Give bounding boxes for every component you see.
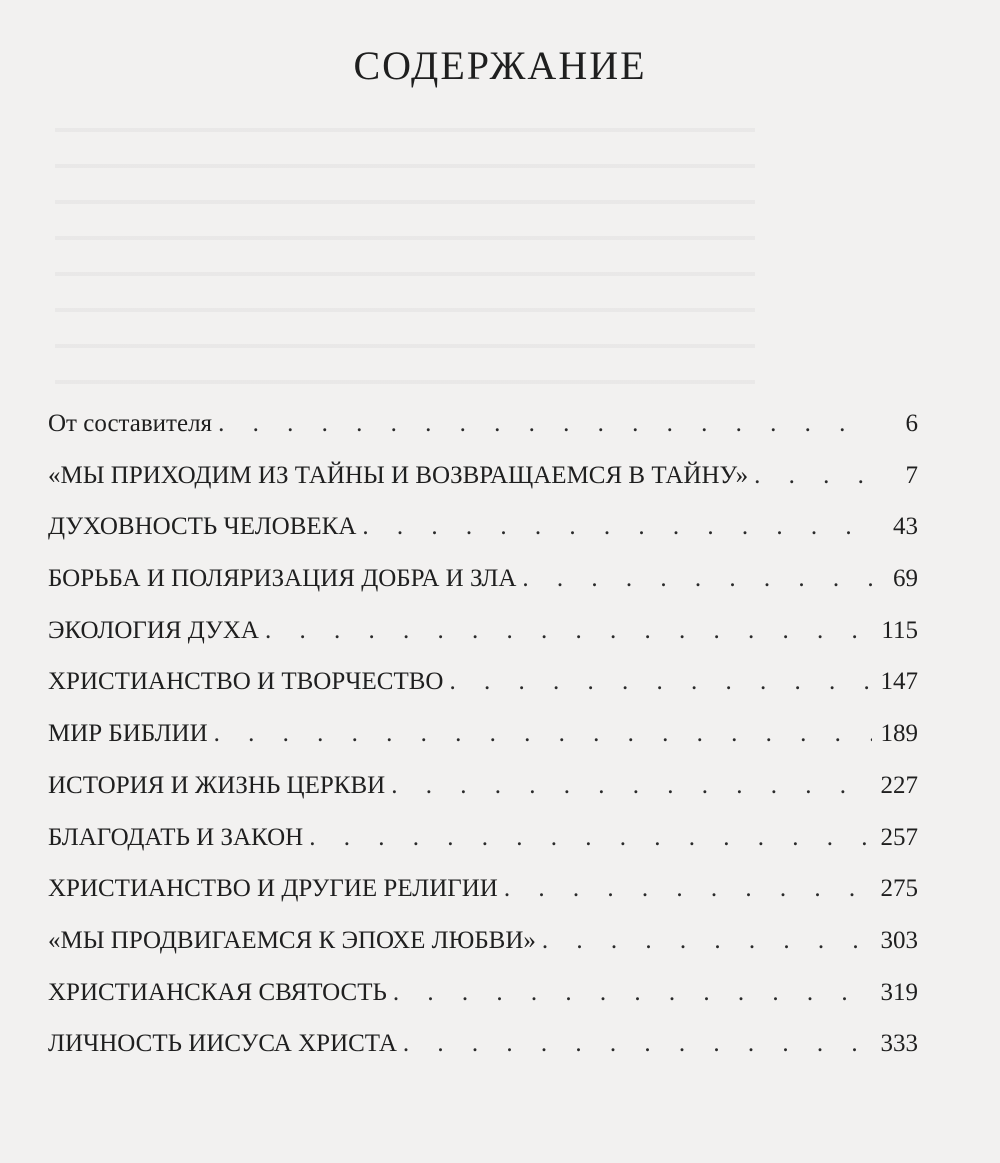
toc-entry-page: 257: [880, 823, 918, 851]
bleed-through-texture: [55, 100, 755, 400]
toc-entry: [48, 617, 918, 669]
toc-leader-dots: [214, 720, 872, 748]
toc-entry-title: БЛАГОДАТЬ И ЗАКОН: [48, 823, 304, 851]
toc-entry: [48, 1030, 918, 1082]
toc-entry: [48, 875, 918, 927]
toc-entry-title: БОРЬБА И ПОЛЯРИЗАЦИЯ ДОБРА И ЗЛА: [48, 565, 517, 593]
toc-entry-title: ЛИЧНОСТЬ ИИСУСА ХРИСТА: [48, 1030, 397, 1058]
toc-leader-dots: [449, 668, 872, 696]
toc-leader-dots: [542, 927, 872, 955]
toc-entry-title: МИР БИБЛИИ: [48, 720, 208, 748]
toc-entry: [48, 720, 918, 772]
toc-entry-page: 69: [893, 565, 918, 593]
toc-entry-page: 189: [880, 720, 918, 748]
toc-entry-title: ХРИСТИАНСТВО И ТВОРЧЕСТВО: [48, 668, 444, 696]
toc-entry: [48, 927, 918, 979]
toc-entry-title: «МЫ ПРИХОДИМ ИЗ ТАЙНЫ И ВОЗВРАЩАЕМСЯ В ТАЙНУ»: [48, 461, 749, 489]
toc-entry: [48, 410, 918, 462]
toc-leader-dots: [504, 875, 872, 903]
toc-entry: [48, 668, 918, 720]
toc-entry: [48, 979, 918, 1031]
toc-entry-title: ДУХОВНОСТЬ ЧЕЛОВЕКА: [48, 513, 357, 541]
toc-entry-page: 147: [880, 668, 918, 696]
toc-entry-title: ИСТОРИЯ И ЖИЗНЬ ЦЕРКВИ: [48, 771, 386, 799]
toc-entry-page: 6: [905, 410, 918, 437]
toc-entry-title: «МЫ ПРОДВИГАЕМСЯ К ЭПОХЕ ЛЮБВИ»: [48, 926, 536, 954]
toc-entry-page: 319: [880, 978, 918, 1006]
table-of-contents: [48, 410, 918, 1082]
toc-entry-title: От составителя: [48, 410, 213, 437]
toc-entry-page: 227: [880, 771, 918, 799]
toc-entry: [48, 513, 918, 565]
toc-leader-dots: [522, 565, 872, 593]
toc-entry-page: 275: [880, 875, 918, 903]
toc-leader-dots: [403, 1030, 872, 1058]
toc-entry-page: 115: [881, 616, 918, 644]
toc-leader-dots: [309, 824, 872, 852]
toc-leader-dots: [362, 513, 872, 541]
toc-entry-title: ХРИСТИАНСТВО И ДРУГИЕ РЕЛИГИИ: [48, 875, 498, 903]
toc-entry: [48, 772, 918, 824]
toc-entry-page: 43: [893, 513, 918, 541]
toc-leader-dots: [391, 772, 872, 800]
toc-leader-dots: [218, 410, 872, 438]
page-title: СОДЕРЖАНИЕ: [353, 43, 647, 88]
toc-leader-dots: [265, 617, 872, 645]
toc-entry: [48, 824, 918, 876]
toc-entry-page: 7: [905, 461, 918, 489]
toc-leader-dots: [754, 462, 872, 490]
toc-entry: [48, 462, 918, 514]
toc-leader-dots: [393, 979, 872, 1007]
toc-entry-title: ЭКОЛОГИЯ ДУХА: [48, 616, 259, 644]
toc-entry-title: ХРИСТИАНСКАЯ СВЯТОСТЬ: [48, 978, 387, 1006]
toc-entry-page: 303: [880, 926, 918, 954]
toc-entry: [48, 565, 918, 617]
toc-entry-page: 333: [880, 1030, 918, 1058]
